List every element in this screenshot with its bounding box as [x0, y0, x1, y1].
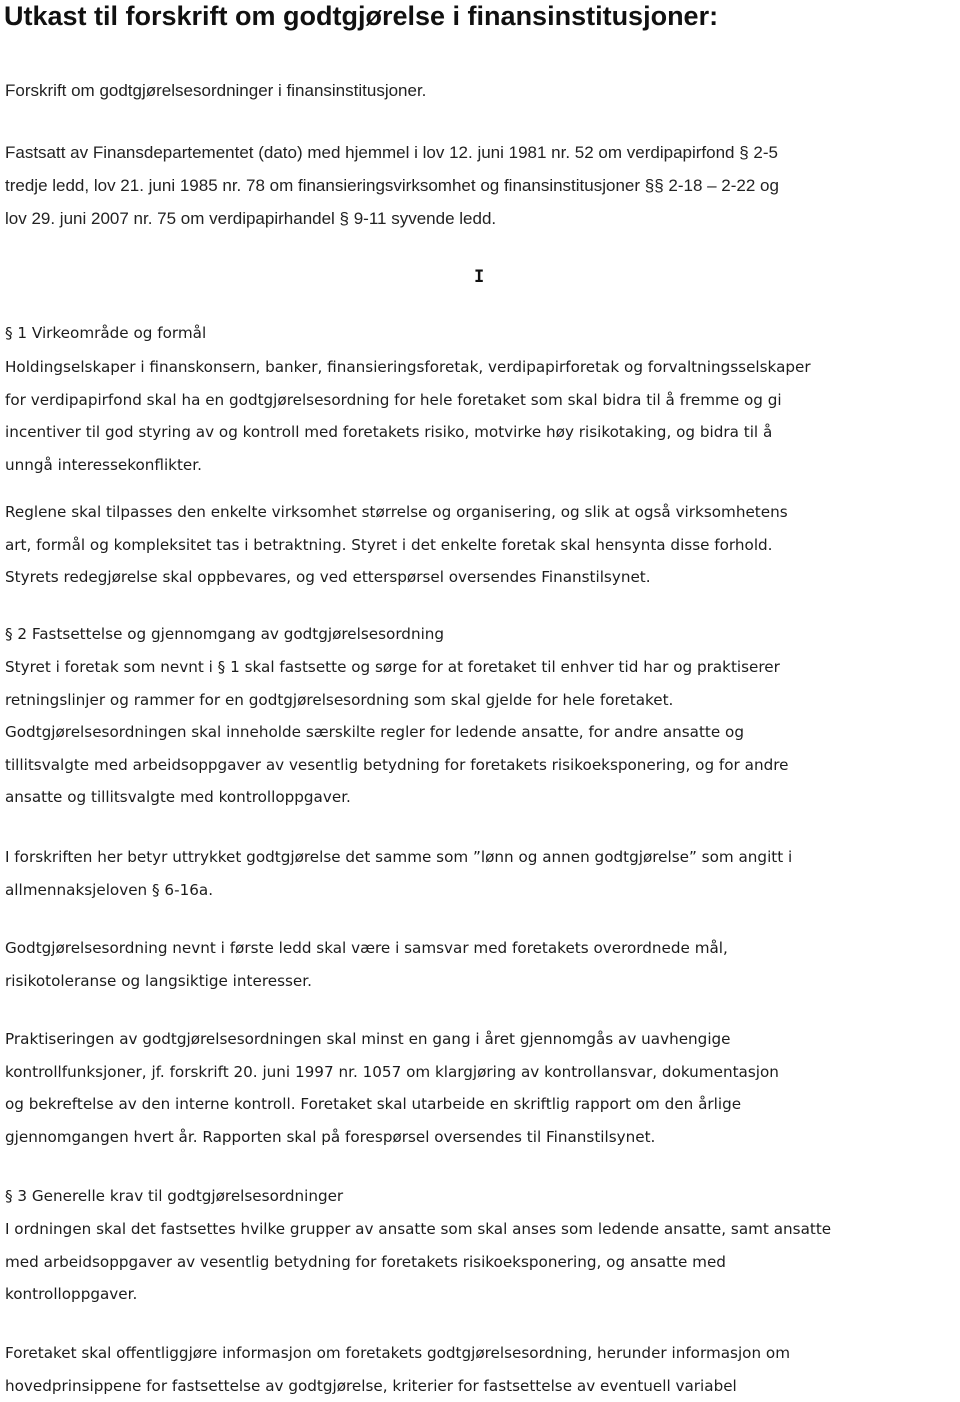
text-line: Godtgjørelsesordning nevnt i første ledd skal være i samsvar med foretakets overordnede mål,	[5, 932, 728, 965]
section-number: I	[474, 262, 484, 292]
section-heading	[5, 618, 444, 651]
text-line: hovedprinsippene for fastsettelse av godtgjørelse, kriterier for fastsettelse av eventuell variabel	[5, 1370, 790, 1402]
paragraph	[5, 1023, 779, 1153]
text-line: Styrets redegjørelse skal oppbevares, og ved etterspørsel oversendes Finanstilsynet.	[5, 561, 788, 594]
heading-line: § 1 Virkeområde og formål	[5, 317, 206, 350]
paragraph	[5, 1213, 831, 1311]
text-line: Foretaket skal offentliggjøre informasjon om foretakets godtgjørelsesordning, herunder informasjon om	[5, 1337, 790, 1370]
text-line: ansatte og tillitsvalgte med kontrolloppgaver.	[5, 781, 788, 814]
text-line: retningslinjer og rammer for en godtgjørelsesordning som skal gjelde for hele foretaket.	[5, 684, 780, 717]
text-line: Godtgjørelsesordningen skal inneholde særskilte regler for ledende ansatte, for andre ansatte og	[5, 716, 788, 749]
paragraph	[5, 651, 780, 716]
text-line: allmennaksjeloven § 6-16a.	[5, 874, 792, 907]
text-line: Holdingselskaper i finanskonsern, banker, finansieringsforetak, verdipapirforetak og forvaltningsselskaper	[5, 351, 811, 384]
text-line: Reglene skal tilpasses den enkelte virksomhet størrelse og organisering, og slik at også virksomhetens	[5, 496, 788, 529]
document-title: Utkast til forskrift om godtgjørelse i finansinstitusjoner:	[4, 0, 718, 32]
text-line: Styret i foretak som nevnt i § 1 skal fastsette og sørge for at foretaket til enhver tid har og praktiserer	[5, 651, 780, 684]
text-line: kontrolloppgaver.	[5, 1278, 831, 1311]
paragraph	[5, 932, 728, 997]
paragraph	[5, 351, 811, 481]
authority-line: lov 29. juni 2007 nr. 75 om verdipapirhandel § 9-11 syvende ledd.	[5, 202, 779, 235]
authority-line: Fastsatt av Finansdepartementet (dato) med hjemmel i lov 12. juni 1981 nr. 52 om verdipapirfond § 2-5	[5, 136, 779, 169]
text-line: I forskriften her betyr uttrykket godtgjørelse det samme som ”lønn og annen godtgjørelse” som angitt i	[5, 841, 792, 874]
text-line: med arbeidsoppgaver av vesentlig betydning for foretakets risikoeksponering, og ansatte med	[5, 1246, 831, 1279]
text-line: tillitsvalgte med arbeidsoppgaver av vesentlig betydning for foretakets risikoeksponering, og for andre	[5, 749, 788, 782]
heading-line: § 3 Generelle krav til godtgjørelsesordninger	[5, 1180, 343, 1213]
section-heading	[5, 317, 206, 350]
text-line: gjennomgangen hvert år. Rapporten skal på forespørsel oversendes til Finanstilsynet.	[5, 1121, 779, 1154]
text-line: kontrollfunksjoner, jf. forskrift 20. juni 1997 nr. 1057 om klargjøring av kontrollansvar, dokumentasjon	[5, 1056, 779, 1089]
paragraph	[5, 1337, 790, 1402]
authority-text	[5, 136, 779, 235]
paragraph	[5, 716, 788, 814]
text-line: art, formål og kompleksitet tas i betraktning. Styret i det enkelte foretak skal hensynta disse forhold.	[5, 529, 788, 562]
text-line: Praktiseringen av godtgjørelsesordningen skal minst en gang i året gjennomgås av uavhengige	[5, 1023, 779, 1056]
text-line: og bekreftelse av den interne kontroll. Foretaket skal utarbeide en skriftlig rapport om den årlige	[5, 1088, 779, 1121]
paragraph	[5, 841, 792, 906]
text-line: risikotoleranse og langsiktige interesser.	[5, 965, 728, 998]
text-line: unngå interessekonflikter.	[5, 449, 811, 482]
text-line: for verdipapirfond skal ha en godtgjørelsesordning for hele foretaket som skal bidra til å fremme og gi	[5, 384, 811, 417]
text-line: I ordningen skal det fastsettes hvilke grupper av ansatte som skal anses som ledende ansatte, samt ansatte	[5, 1213, 831, 1246]
authority-line: tredje ledd, lov 21. juni 1985 nr. 78 om finansieringsvirksomhet og finansinstitusjoner §§ 2-18 – 2-22 og	[5, 169, 779, 202]
text-line: incentiver til god styring av og kontroll med foretakets risiko, motvirke høy risikotaking, og bidra til å	[5, 416, 811, 449]
paragraph	[5, 496, 788, 594]
document-subtitle: Forskrift om godtgjørelsesordninger i finansinstitusjoner.	[5, 74, 426, 107]
section-heading	[5, 1180, 343, 1213]
heading-line: § 2 Fastsettelse og gjennomgang av godtgjørelsesordning	[5, 618, 444, 651]
